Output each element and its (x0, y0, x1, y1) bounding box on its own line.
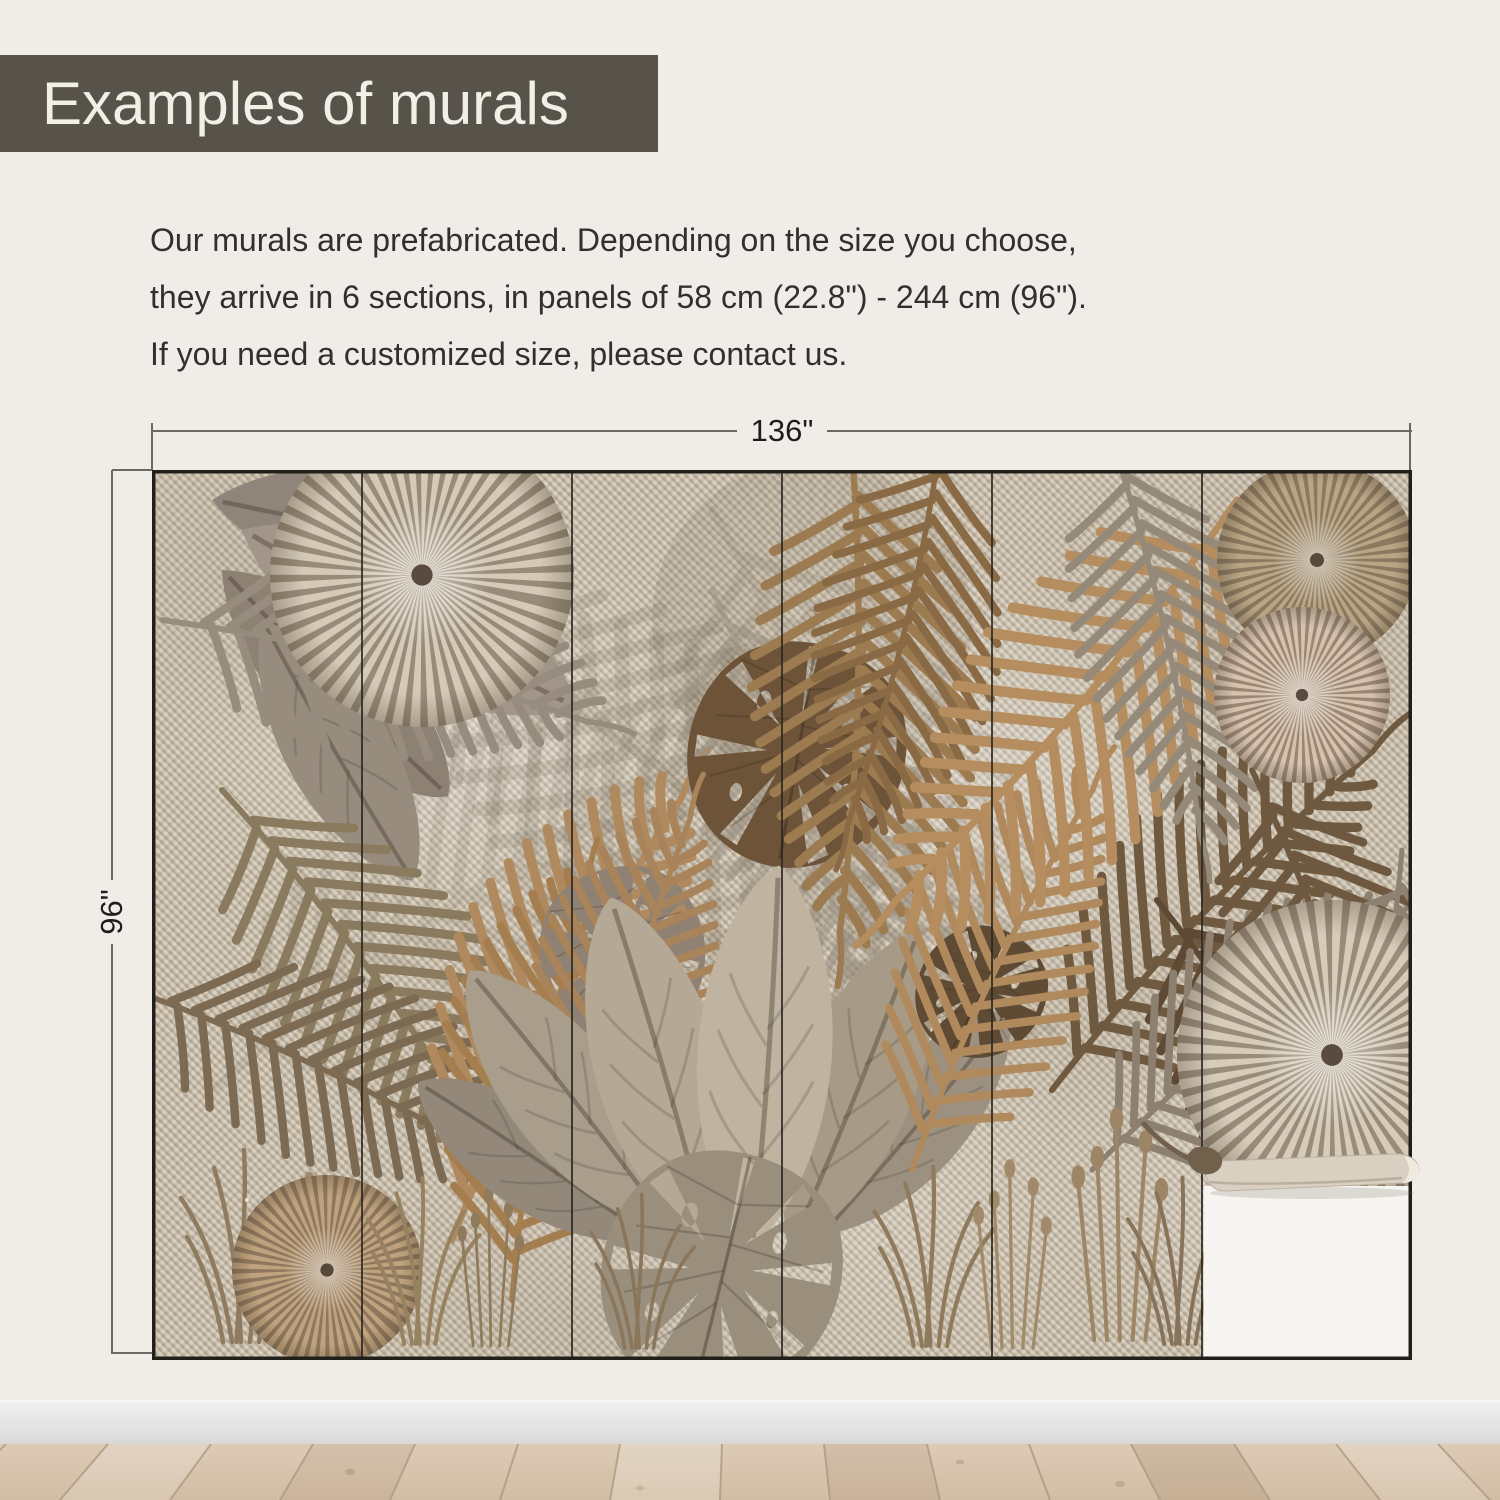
width-dimension (152, 415, 1412, 447)
peeling-corner (1204, 1186, 1409, 1357)
dimension-tick (112, 469, 152, 471)
description-line: If you need a customized size, please contact us. (150, 336, 848, 372)
description-line: they arrive in 6 sections, in panels of 58 cm (22.8") - 244 cm (96"). (150, 279, 1087, 315)
mural-image (152, 470, 1412, 1360)
description-text (150, 212, 1087, 383)
page-title: Examples of murals (42, 70, 569, 137)
dimension-line-segment (111, 944, 113, 1354)
header-banner (0, 55, 658, 152)
width-dimension-label: 136" (750, 413, 814, 448)
wood-floor (0, 1444, 1500, 1500)
dimension-line-segment (827, 430, 1412, 432)
wood-floor-graphic (0, 1444, 1500, 1500)
description-line: Our murals are prefabricated. Depending on the size you choose, (150, 222, 1077, 258)
dimension-tick (112, 1352, 152, 1354)
height-dimension-label: 96" (94, 889, 129, 935)
dimension-line-segment (111, 470, 113, 880)
dimension-tick (1409, 423, 1411, 470)
baseboard (0, 1400, 1500, 1444)
dimension-line-segment (152, 430, 737, 432)
dimension-tick (151, 423, 153, 470)
mural-artwork (152, 470, 1412, 1360)
height-dimension (94, 470, 129, 1354)
